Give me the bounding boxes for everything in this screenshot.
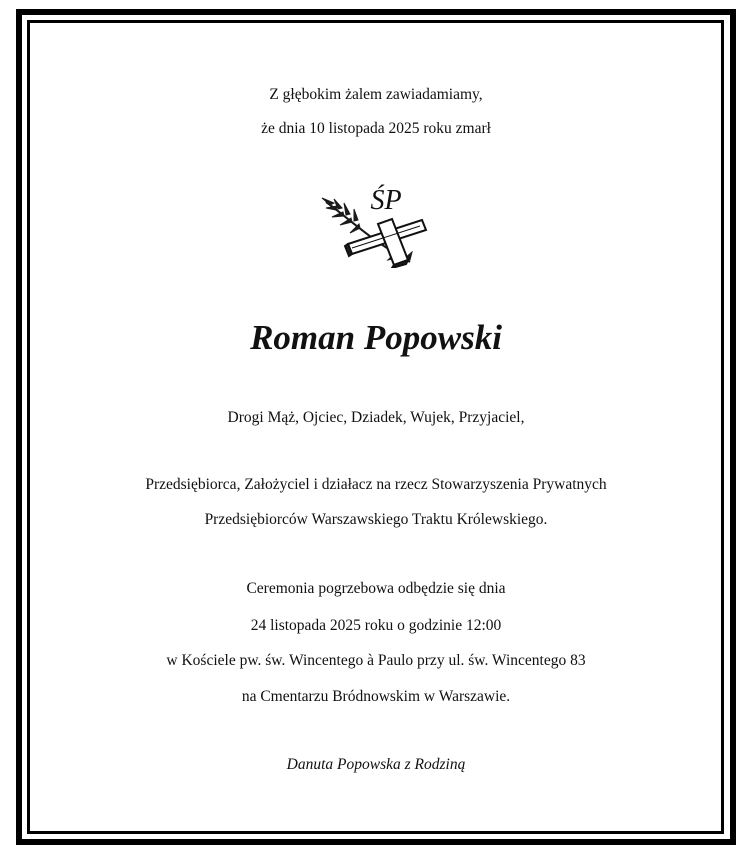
ceremony-line-3: w Kościele pw. św. Wincentego à Paulo przy ul. św. Wincentego 83 [166, 652, 586, 669]
emblem-sp-label: ŚP [370, 185, 402, 216]
intro-line-1: Z głębokim żalem zawiadamiamy, [269, 86, 483, 103]
role-line-1: Przedsiębiorca, Założyciel i działacz na rzecz Stowarzyszenia Prywatnych [145, 476, 607, 493]
ceremony-line-4: na Cmentarzu Bródnowskim w Warszawie. [241, 688, 511, 705]
intro-line-2: że dnia 10 listopada 2025 roku zmarł [261, 120, 491, 137]
memorial-emblem [318, 186, 446, 268]
relations-line: Drogi Mąż, Ojciec, Dziadek, Wujek, Przyjaciel, [227, 409, 525, 426]
signature-line: Danuta Popowska z Rodziną [286, 756, 466, 773]
deceased-name: Roman Popowski [250, 318, 502, 357]
ceremony-line-2: 24 listopada 2025 roku o godzinie 12:00 [250, 617, 502, 634]
role-line-2: Przedsiębiorców Warszawskiego Traktu Królewskiego. [204, 511, 548, 528]
ceremony-line-1: Ceremonia pogrzebowa odbędzie się dnia [246, 580, 506, 597]
